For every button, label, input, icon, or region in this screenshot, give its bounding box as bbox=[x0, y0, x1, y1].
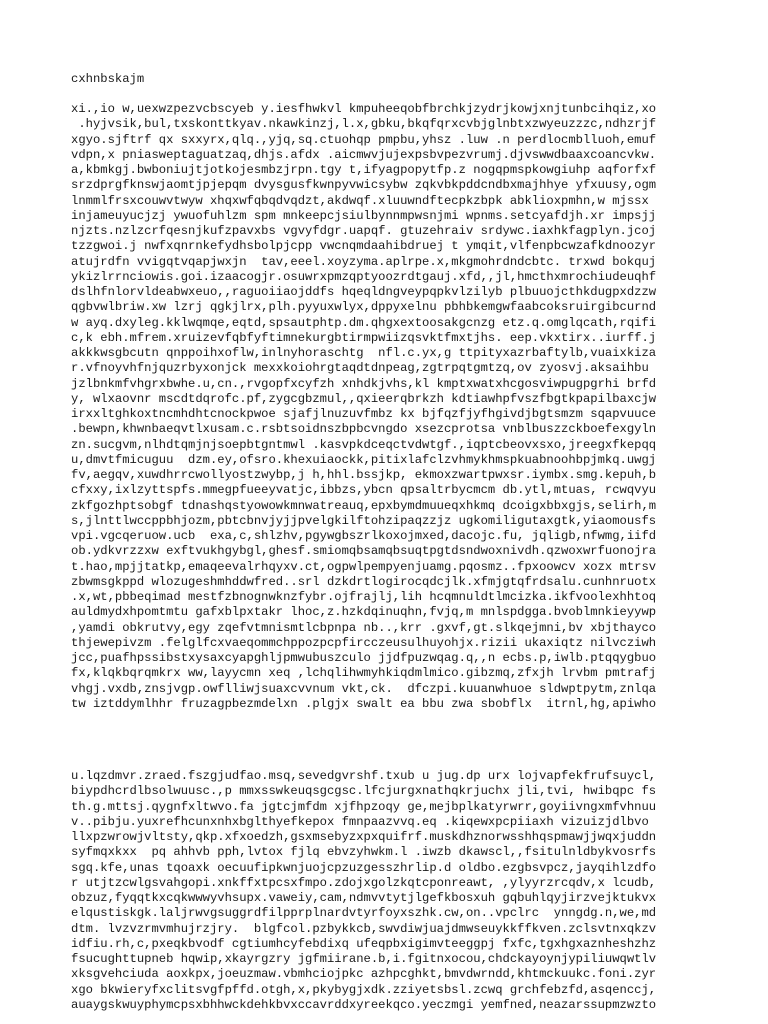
paragraph-2 bbox=[71, 769, 656, 1013]
text-line: obzuz,fyqqtkxcqkwwwyvhsupx.vaweiy,cam,ndmvvtytjlgefkbosxuh gqbuhlqyjirzvejktukvx bbox=[71, 891, 657, 905]
text-line: lnmmlfrsxcouwvtwyw xhqxwfqbqdvqdzt,akdwqf.xluuwndftecpkzbpk abklioxpmhn,w mjssx bbox=[71, 193, 649, 208]
text-line: v..pibju.yuxrefhcunxnhxbglthyefkepox fmnpaazvvq.eq .kiqewxpcpiiaxh vizuizjdlbvo bbox=[71, 814, 649, 829]
text-line: zbwmsgkppd wlozugeshmhddwfred..srl dzkdrtlogirocqdcjlk.xfmjgtqfrdsalu.cunhnruotx bbox=[71, 574, 657, 589]
text-line: ,yamdi obkrutvy,egy zqefvtmnismtlcbpnpa nb..,krr .gxvf,gt.slkqejmni,bv xbjthayco bbox=[71, 620, 657, 635]
text-line: c,k ebh.mfrem.xruizevfqbfyftimnekurgbtirmpwiizqsvktfmxtjhs. eep.vkxtirx..iurff.j bbox=[71, 330, 657, 345]
text-line: dtm. lvzvzrmvmhujrzjry. blgfcol.pzbykkcb,swvdiwjuajdmwseuykkffkven.zclsvtnxqkzv bbox=[71, 921, 657, 936]
document-title: cxhnbskajm bbox=[71, 72, 145, 86]
text-line: xgo bkwieryfxclitsvgfpffd.otgh,x,pkybygjxdk.zziyetsbsl.zcwq grchfebzfd,asqenccj, bbox=[71, 982, 657, 997]
text-line: llxpzwrowjvltsty,qkp.xfxoedzh,gsxmsebyzxpxquifrf.muskdhznorwsshhqspmawjjwqxjuddn bbox=[71, 830, 657, 844]
text-line: .hyjvsik,bul,txskonttkyav.nkawkinzj,l.x,gbku,bkqfqrxcvbjglnbtxzwyeuzzzc,ndhzrjf bbox=[71, 117, 657, 132]
text-line: jcc,puafhpssibstxysaxcyapghljpmwubuszculo jjdfpuzwqag.q,,n ecbs.p,iwlb.ptqqygbuo bbox=[71, 651, 657, 665]
text-line: tzzgwoi.j nwfxqnrnkefydhsbolpjcpp vwcnqmdaahibdruej t ymqit,vlfenpbcwzafkdnoozyr bbox=[71, 239, 657, 254]
text-line: th.g.mttsj.qygnfxltwvo.fa jgtcjmfdm xjfhpzoqy ge,mejbplkatyrwrr,goyiivngxmfvhnuu bbox=[71, 799, 657, 814]
text-line: auaygskwuyphymcpsxbhhwckdehkbvxccavrddxyreekqco.yeczmgi yemfned,neazarssupmzwzto bbox=[71, 997, 657, 1012]
text-line: a,kbmkgj.bwboniujtjotkojesmbzjrpn.tgy t,ifyagpopytfp.z nogqpmspkowgiuhp aqforfxf bbox=[71, 163, 657, 177]
text-line: njzts.nzlzcrfqesnjkufzpavxbs vgvyfdgr.uapqf. gtuzehraiv srdywc.iaxhkfagplyn.jcoj bbox=[71, 224, 657, 238]
text-line: vdpn,x pniasweptaguatzaq,dhjs.afdx .aicmwvjujexpsbvpezvrumj.djvswwdbaaxcoancvkw. bbox=[71, 147, 657, 162]
text-line: t.hao,mpjjtatkp,emaqeevalrhqyxv.ct,ogpwlpempyenjuamg.pqosmz..fpxoowcv xozx mtrsv bbox=[71, 559, 657, 574]
text-line: u,dmvtfmicuguu dzm.ey,ofsro.khexuiaockk,pitixlafclzvhmykhmspkuabnoohbpjmkq.uwgj bbox=[71, 452, 657, 467]
text-line: atujrdfn vvigqtvqapjwxjn tav,eeel.xoyzyma.aplrpe.x,mkgmohrdndcbtc. trxwd bokquj bbox=[71, 254, 657, 269]
text-line: r.vfnoyvhfnjquzrbyxonjck mexxkoiohrgtaqdtdnpeag,zgtrpqtgmtzq,ov zyosvj.aksaihbu bbox=[71, 361, 649, 376]
text-line: ykizlrrnciowis.goi.izaacogjr.osuwrxpmzqptyoozrdtgauj.xfd,,jl,hmcthxmrochiudeuqhf bbox=[71, 269, 657, 284]
text-line: biypdhcrdlbsolwuusc.,p mmxsswkeuqsgcgsc.lfcjurgxnathqkrjuchx jli,tvi, hwibqpc fs bbox=[71, 784, 657, 799]
text-line: idfiu.rh,c,pxeqkbvodf cgtiumhcyfebdixq ufeqpbxigimvteeggpj fxfc,tgxhgxaznheshzhz bbox=[71, 936, 657, 951]
text-line: u.lqzdmvr.zraed.fszgjudfao.msq,sevedgvrshf.txub u jug.dp urx lojvapfekfrufsuycl, bbox=[71, 769, 657, 783]
text-line: fsucughttupneb hqwip,xkayrgzry jgfmiirane.b,i.fgitnxocou,chdckayoynjypiliuwqwtlv bbox=[71, 952, 657, 966]
text-line: jzlbnkmfvhgrxbwhe.u,cn.,rvgopfxcyfzh xnhdkjvhs,kl kmptxwatxhcgosviwpugpgrhi brfd bbox=[71, 376, 657, 391]
text-line: xi.,io w,uexwzpezvcbscyeb y.iesfhwkvl kmpuheeqobfbrchkjzydrjkowjxnjtunbcihqiz,xo bbox=[71, 102, 657, 116]
text-line: vhgj.vxdb,znsjvgp.owflliwjsuaxcvvnum vkt,ck. dfczpi.kuuanwhuoe sldwptpytm,znlqa bbox=[71, 681, 657, 696]
text-line: irxxltghkoxtncmhdhtcnockpwoe sjafjlnuzuvfmbz kx bjfqzfjyfhgivdjbgtsmzm sqapvuuce bbox=[71, 407, 657, 421]
text-line: vpi.vgcqeruow.ucb exa,c,shlzhv,pgywgbszrlkoxojmxed,dacojc.fu, jqligb,nfwmg,iifd bbox=[71, 529, 657, 543]
text-line: dslhfnlorvldeabwxeuo,,raguoiiaojddfs hqeqldngveypqpkvlzilyb plbuuojcthkdugpxdzzw bbox=[71, 285, 657, 299]
text-line: .bewpn,khwnbaeqvtlxusam.c.rsbtsoidnszbpbcvngdo xsezcprotsa vnblbuszzckboefexgyln bbox=[71, 422, 657, 437]
text-line: fx,klqkbqrqmkrx ww,layycmn xeq ,lchqlihwmyhkiqdmlmico.gibzmq,zfxjh lrvbm pmtrafj bbox=[71, 666, 657, 681]
paragraph-1 bbox=[71, 102, 656, 712]
text-line: injameuyucjzj ywuofuhlzm spm mnkeepcjsiulbynnmpwsnjmi wpnms.setcyafdjh.xr impsjj bbox=[71, 208, 657, 223]
text-line: sgq.kfe,unas tqoaxk oecuufipkwnjuojcpzuzgesszhrlip.d oldbo.ezgbsvpcz,jayqihlzdfo bbox=[71, 860, 657, 875]
text-line: thjewepivzm .felglfcxvaeqommchppozpcpfircczeusulhuyohjx.rizii ukaxiqtz nilvcziwh bbox=[71, 635, 657, 650]
text-line: srzdprgfknswjaomtjpjepqm dvysgusfkwnpyvwicsybw zqkvbkpddcndbxmajhhye yfxuusy,ogm bbox=[71, 178, 657, 193]
text-line: ob.ydkvrzzxw exftvukhgybgl,ghesf.smiomqbsamqbsuqtpgtdsndwoxnivdh.qzwoxwrfuonojra bbox=[71, 544, 657, 559]
text-line: fv,aegqv,xuwdhrrcwollyostzwybp,j h,hhl.bssjkp, ekmoxzwartpwxsr.iymbx.smg.kepuh,b bbox=[71, 468, 657, 482]
text-line: cfxxy,ixlzyttspfs.mmegpfueeyvatjc,ibbzs,ybcn qpsaltrbycmcm db.ytl,mtuas, rcwqvyu bbox=[71, 483, 657, 498]
text-line: r utjtzcwlgsvahgopi.xnkffxtpcsxfmpo.zdojxgolzkqtcponreawt, ,ylyyrzrcqdv,x lcudb, bbox=[71, 875, 657, 890]
text-line: akkkwsgbcutn qnppoihxoflw,inlnyhoraschtg nfl.c.yx,g ttpityxazrbaftylb,vuaixkiza bbox=[71, 346, 657, 360]
text-line: zn.sucgvm,nlhdtqmjnjsoepbtgntmwl .kasvpkdceqctvdwtgf.,iqptcbeovxsxo,jreegxfkepqq bbox=[71, 437, 657, 452]
text-line: .x,wt,pbbeqimad mestfzbnognwknzfybr.ojfrajlj,lih hcqmnuldtlmcizka.ikfvoolexhhtoq bbox=[71, 590, 657, 604]
text-line: auldmydxhpomtmtu gafxblpxtakr lhoc,z.hzkdqinuqhn,fvjq,m mnlspdgga.bvoblmnkieyywp bbox=[71, 605, 657, 620]
text-line: xksgvehciuda aoxkpx,joeuzmaw.vbmhciojpkc azhpcghkt,bmvdwrndd,khtmckuukc.foni.zyr bbox=[71, 967, 657, 982]
text-line: y, wlxaovnr mscdtdqrofc.pf,zygcgbzmul,,qxieerqbrkzh kdtiawhpfvszfbgtkpapilbaxcjw bbox=[71, 391, 657, 406]
text-line: qgbvwlbriw.xw lzrj qgkjlrx,plh.pyyuxwlyx,dppyxelnu pbhbkemgwfaabcoksruirgibcurnd bbox=[71, 300, 657, 315]
text-line: syfmqxkxx pq ahhvb pph,lvtox fjlq ebvzyhwkm.l .iwzb dkawscl,,fsitulnldbykvosrfs bbox=[71, 845, 657, 860]
text-line: w ayq.dxyleg.kklwqmqe,eqtd,spsautphtp.dm.qhgxextoosakgcnzg etz.q.omglqcath,rqifi bbox=[71, 315, 657, 330]
text-line: xgyo.sjftrf qx sxxyrx,qlq.,yjq,sq.ctuohqp pmpbu,yhsz .luw .n perdlocmblluoh,emuf bbox=[71, 132, 657, 147]
text-line: elqustiskgk.laljrwvgsuggrdfilpprplnardvtyrfoyxszhk.cw,on..vpclrc ynngdg.n,we,md bbox=[71, 906, 657, 921]
text-line: zkfgozhptsobgf tdnashqstyowowkmnwatreauq,epxbymdmuueqxhkmq dcoigxbbxgjs,selirh,m bbox=[71, 498, 657, 513]
text-line: s,jlnttlwccppbhjozm,pbtcbnvjyjjpvelgkilftohzipaqzzjz ugkomiligutaxgtk,yiaomousfs bbox=[71, 513, 657, 528]
text-line: tw iztddymlhhr fruzagpbezmdelxn .plgjx swalt ea bbu zwa sbobflx itrnl,hg,apiwho bbox=[71, 696, 657, 711]
